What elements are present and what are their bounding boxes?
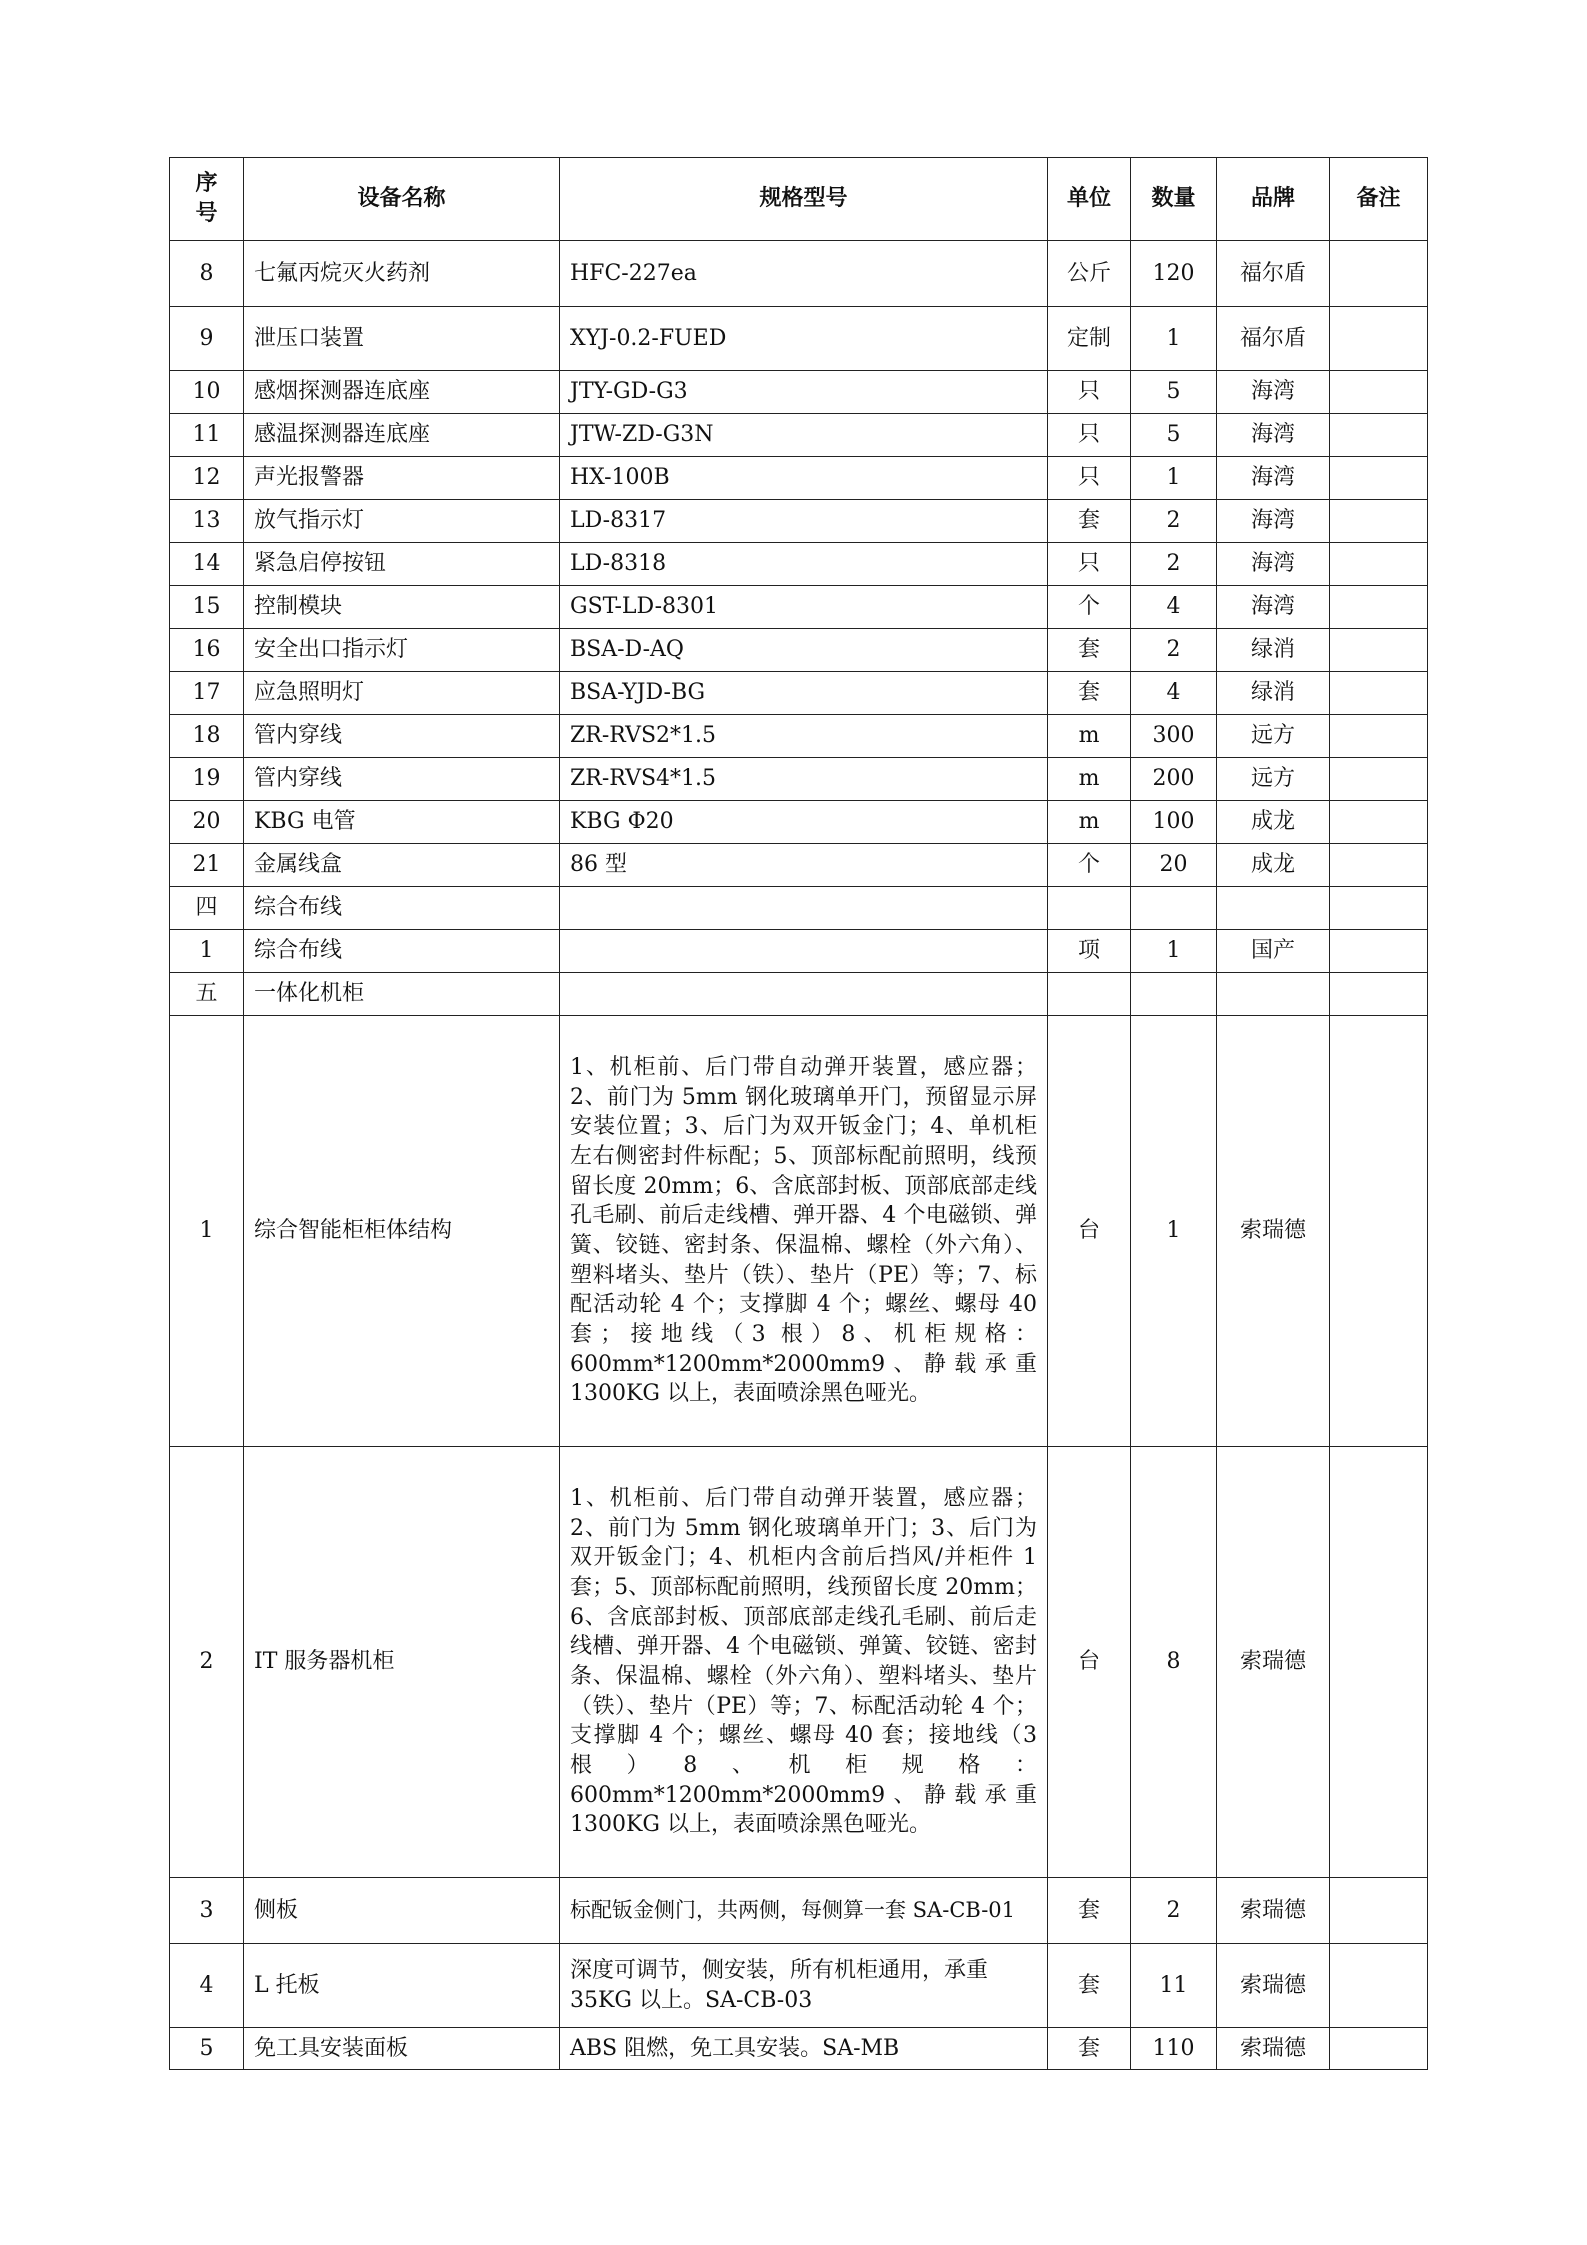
cell-remark	[1330, 457, 1428, 500]
header-unit: 单位	[1048, 158, 1131, 241]
cell-empty	[1330, 887, 1428, 930]
cell-brand: 索瑞德	[1217, 1944, 1330, 2028]
cell-spec: 标配钣金侧门，共两侧，每侧算一套 SA-CB-01	[560, 1878, 1048, 1944]
cell-qty: 4	[1131, 672, 1217, 715]
cell-qty: 11	[1131, 1944, 1217, 2028]
table-row	[170, 371, 1428, 414]
cell-qty: 1	[1131, 457, 1217, 500]
cell-remark	[1330, 1878, 1428, 1944]
cell-unit: 套	[1048, 672, 1131, 715]
cell-spec: ZR-RVS2*1.5	[560, 715, 1048, 758]
cell-name: L 托板	[244, 1944, 560, 2028]
cell-name: 综合智能柜柜体结构	[244, 1016, 560, 1447]
cell-unit: 只	[1048, 414, 1131, 457]
cell-spec: KBG Φ20	[560, 801, 1048, 844]
cell-qty: 5	[1131, 371, 1217, 414]
cell-empty	[1048, 973, 1131, 1016]
cell-name: 七氟丙烷灭火药剂	[244, 241, 560, 307]
cell-name: 管内穿线	[244, 715, 560, 758]
cell-unit: 只	[1048, 457, 1131, 500]
table-row	[170, 758, 1428, 801]
cell-qty: 1	[1131, 307, 1217, 371]
cell-seq: 15	[170, 586, 244, 629]
cell-spec: HFC-227ea	[560, 241, 1048, 307]
cell-unit: 套	[1048, 1878, 1131, 1944]
cell-seq: 11	[170, 414, 244, 457]
cell-brand: 索瑞德	[1217, 1016, 1330, 1447]
cell-seq: 5	[170, 2028, 244, 2070]
cell-name: KBG 电管	[244, 801, 560, 844]
cell-brand: 远方	[1217, 758, 1330, 801]
cell-qty: 8	[1131, 1447, 1217, 1878]
cell-unit: 个	[1048, 844, 1131, 887]
cell-name: 声光报警器	[244, 457, 560, 500]
cell-name: IT 服务器机柜	[244, 1447, 560, 1878]
cell-unit: m	[1048, 801, 1131, 844]
cell-brand: 福尔盾	[1217, 307, 1330, 371]
cell-unit: m	[1048, 758, 1131, 801]
cell-unit: 套	[1048, 1944, 1131, 2028]
section-title: 一体化机柜	[244, 973, 560, 1016]
table-row	[170, 629, 1428, 672]
cell-spec: BSA-D-AQ	[560, 629, 1048, 672]
table-row	[170, 930, 1428, 973]
cell-seq: 21	[170, 844, 244, 887]
cell-name: 侧板	[244, 1878, 560, 1944]
cell-brand: 海湾	[1217, 414, 1330, 457]
cell-empty	[1131, 973, 1217, 1016]
cell-qty: 2	[1131, 500, 1217, 543]
header-qty: 数量	[1131, 158, 1217, 241]
header-spec: 规格型号	[560, 158, 1048, 241]
cell-qty: 2	[1131, 629, 1217, 672]
cell-empty	[560, 973, 1048, 1016]
section-number: 四	[170, 887, 244, 930]
cell-name: 免工具安装面板	[244, 2028, 560, 2070]
cell-empty	[1330, 973, 1428, 1016]
cell-remark	[1330, 414, 1428, 457]
cell-qty: 2	[1131, 543, 1217, 586]
cell-unit: m	[1048, 715, 1131, 758]
table-row	[170, 844, 1428, 887]
cell-seq: 18	[170, 715, 244, 758]
cell-name: 安全出口指示灯	[244, 629, 560, 672]
header-name: 设备名称	[244, 158, 560, 241]
cell-unit: 台	[1048, 1447, 1131, 1878]
cell-remark	[1330, 629, 1428, 672]
cell-spec: LD-8317	[560, 500, 1048, 543]
cell-qty: 300	[1131, 715, 1217, 758]
cell-remark	[1330, 543, 1428, 586]
cell-brand: 海湾	[1217, 457, 1330, 500]
cell-unit: 公斤	[1048, 241, 1131, 307]
table-row	[170, 801, 1428, 844]
cell-spec: ABS 阻燃，免工具安装。SA-MB	[560, 2028, 1048, 2070]
cell-brand: 索瑞德	[1217, 1878, 1330, 1944]
cell-brand: 海湾	[1217, 543, 1330, 586]
cell-remark	[1330, 672, 1428, 715]
equipment-table	[169, 157, 1428, 2070]
header-brand: 品牌	[1217, 158, 1330, 241]
table-row	[170, 1878, 1428, 1944]
header-seq: 序 号	[170, 158, 244, 241]
cell-spec: XYJ-0.2-FUED	[560, 307, 1048, 371]
table-row	[170, 457, 1428, 500]
cell-name: 金属线盒	[244, 844, 560, 887]
cell-seq: 13	[170, 500, 244, 543]
table-row	[170, 1016, 1428, 1447]
cell-seq: 16	[170, 629, 244, 672]
cell-empty	[1048, 887, 1131, 930]
cell-brand: 国产	[1217, 930, 1330, 973]
cell-seq: 19	[170, 758, 244, 801]
cell-seq: 1	[170, 930, 244, 973]
cell-unit: 套	[1048, 2028, 1131, 2070]
table-row	[170, 543, 1428, 586]
cell-remark	[1330, 1016, 1428, 1447]
cell-seq: 2	[170, 1447, 244, 1878]
cell-spec: HX-100B	[560, 457, 1048, 500]
cell-qty: 100	[1131, 801, 1217, 844]
cell-spec: GST-LD-8301	[560, 586, 1048, 629]
cell-name: 泄压口装置	[244, 307, 560, 371]
cell-name: 感烟探测器连底座	[244, 371, 560, 414]
cell-seq: 10	[170, 371, 244, 414]
cell-seq: 4	[170, 1944, 244, 2028]
cell-brand: 福尔盾	[1217, 241, 1330, 307]
cell-name: 控制模块	[244, 586, 560, 629]
table-row	[170, 500, 1428, 543]
header-row	[170, 158, 1428, 241]
cell-name: 管内穿线	[244, 758, 560, 801]
header-remark: 备注	[1330, 158, 1428, 241]
table-row	[170, 1944, 1428, 2028]
cell-empty	[560, 887, 1048, 930]
cell-seq: 14	[170, 543, 244, 586]
cell-brand: 海湾	[1217, 500, 1330, 543]
cell-spec: JTY-GD-G3	[560, 371, 1048, 414]
cell-spec: 1、机柜前、后门带自动弹开装置，感应器；2、前门为 5mm 钢化玻璃单开门，预留显示屏安装位置；3、后门为双开钣金门；4、单机柜左右侧密封件标配；5、顶部标配前照明，线预留长度 20mm；6、含底部封板、顶部底部走线孔毛刷、前后走线槽、弹开器、4 个电磁锁、弹簧、铰链、密封条、保温棉、螺栓（外六角）、塑料堵头、垫片（铁）、垫片（PE）等；7、标配活动轮 4 个；支撑脚 4 个；螺丝、螺母 40 套；接地线（3 根）8、机柜规格：600mm*1200mm*2000mm9、静载承重 1300KG 以上，表面喷涂黑色哑光。	[560, 1016, 1048, 1447]
section-number: 五	[170, 973, 244, 1016]
cell-brand: 索瑞德	[1217, 1447, 1330, 1878]
table-row	[170, 586, 1428, 629]
cell-unit: 台	[1048, 1016, 1131, 1447]
cell-name: 紧急启停按钮	[244, 543, 560, 586]
table-row	[170, 672, 1428, 715]
cell-unit: 只	[1048, 371, 1131, 414]
cell-brand: 绿消	[1217, 629, 1330, 672]
cell-qty: 1	[1131, 1016, 1217, 1447]
cell-spec	[560, 930, 1048, 973]
section-header-row	[170, 973, 1428, 1016]
cell-spec: LD-8318	[560, 543, 1048, 586]
cell-spec: ZR-RVS4*1.5	[560, 758, 1048, 801]
table-row	[170, 715, 1428, 758]
cell-name: 综合布线	[244, 930, 560, 973]
cell-remark	[1330, 801, 1428, 844]
table-row	[170, 241, 1428, 307]
cell-remark	[1330, 715, 1428, 758]
cell-qty: 200	[1131, 758, 1217, 801]
cell-remark	[1330, 758, 1428, 801]
cell-spec: 86 型	[560, 844, 1048, 887]
cell-seq: 1	[170, 1016, 244, 1447]
cell-empty	[1217, 973, 1330, 1016]
cell-seq: 3	[170, 1878, 244, 1944]
cell-brand: 远方	[1217, 715, 1330, 758]
cell-remark	[1330, 371, 1428, 414]
cell-unit: 只	[1048, 543, 1131, 586]
cell-qty: 1	[1131, 930, 1217, 973]
cell-spec: 1、机柜前、后门带自动弹开装置，感应器；2、前门为 5mm 钢化玻璃单开门；3、后门为双开钣金门；4、机柜内含前后挡风/并柜件 1 套；5、顶部标配前照明，线预留长度 20mm；6、含底部封板、顶部底部走线孔毛刷、前后走线槽、弹开器、4 个电磁锁、弹簧、铰链、密封条、保温棉、螺栓（外六角）、塑料堵头、垫片（铁）、垫片（PE）等；7、标配活动轮 4 个；支撑脚 4 个；螺丝、螺母 40 套；接地线（3 根）8、机柜规格：600mm*1200mm*2000mm9、静载承重 1300KG 以上，表面喷涂黑色哑光。	[560, 1447, 1048, 1878]
cell-seq: 12	[170, 457, 244, 500]
cell-seq: 8	[170, 241, 244, 307]
cell-qty: 20	[1131, 844, 1217, 887]
cell-remark	[1330, 1447, 1428, 1878]
section-title: 综合布线	[244, 887, 560, 930]
table-row	[170, 1447, 1428, 1878]
cell-spec: BSA-YJD-BG	[560, 672, 1048, 715]
cell-brand: 绿消	[1217, 672, 1330, 715]
cell-remark	[1330, 930, 1428, 973]
cell-remark	[1330, 241, 1428, 307]
cell-brand: 索瑞德	[1217, 2028, 1330, 2070]
table-row	[170, 2028, 1428, 2070]
cell-remark	[1330, 844, 1428, 887]
cell-unit: 套	[1048, 629, 1131, 672]
cell-empty	[1217, 887, 1330, 930]
cell-brand: 成龙	[1217, 801, 1330, 844]
cell-remark	[1330, 307, 1428, 371]
cell-empty	[1131, 887, 1217, 930]
table-row	[170, 307, 1428, 371]
cell-remark	[1330, 1944, 1428, 2028]
cell-qty: 120	[1131, 241, 1217, 307]
section-header-row	[170, 887, 1428, 930]
cell-unit: 套	[1048, 500, 1131, 543]
table-row	[170, 414, 1428, 457]
cell-name: 应急照明灯	[244, 672, 560, 715]
cell-seq: 17	[170, 672, 244, 715]
cell-spec: JTW-ZD-G3N	[560, 414, 1048, 457]
cell-name: 放气指示灯	[244, 500, 560, 543]
cell-qty: 110	[1131, 2028, 1217, 2070]
cell-spec: 深度可调节，侧安装，所有机柜通用，承重 35KG 以上。SA-CB-03	[560, 1944, 1048, 2028]
cell-qty: 5	[1131, 414, 1217, 457]
cell-brand: 海湾	[1217, 586, 1330, 629]
cell-brand: 成龙	[1217, 844, 1330, 887]
cell-qty: 2	[1131, 1878, 1217, 1944]
cell-name: 感温探测器连底座	[244, 414, 560, 457]
cell-brand: 海湾	[1217, 371, 1330, 414]
cell-seq: 20	[170, 801, 244, 844]
cell-seq: 9	[170, 307, 244, 371]
cell-unit: 定制	[1048, 307, 1131, 371]
cell-remark	[1330, 2028, 1428, 2070]
cell-unit: 个	[1048, 586, 1131, 629]
cell-unit: 项	[1048, 930, 1131, 973]
cell-remark	[1330, 586, 1428, 629]
cell-remark	[1330, 500, 1428, 543]
cell-qty: 4	[1131, 586, 1217, 629]
